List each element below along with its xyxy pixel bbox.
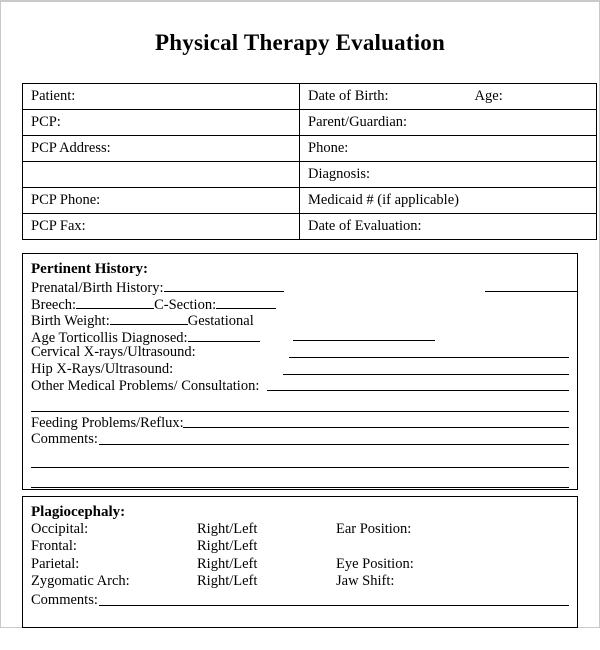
table-row — [23, 110, 597, 136]
birth-weight-input[interactable] — [110, 311, 188, 325]
field-hip-xrays — [31, 361, 569, 378]
breech-label: Breech: — [31, 296, 77, 313]
prenatal-birth-history-label: Prenatal/Birth History: — [31, 280, 164, 296]
table-row — [23, 162, 597, 188]
plagiocephaly-row-frontal — [31, 538, 569, 555]
frontal-label: Frontal: — [31, 538, 77, 555]
field-plagiocephaly-comments — [31, 591, 569, 609]
cell-phone: Phone: — [300, 136, 597, 162]
hip-xrays-label: Hip X-Rays/Ultrasound: — [31, 360, 174, 377]
plagiocephaly-comments-input[interactable] — [99, 605, 569, 606]
patient-info-table — [22, 83, 597, 240]
age-torticollis-input[interactable] — [188, 328, 260, 342]
plagiocephaly-heading: Plagiocephaly: — [31, 504, 126, 520]
field-prenatal-birth-history — [31, 278, 569, 295]
other-medical-problems-label: Other Medical Problems/ Consultation: — [31, 377, 260, 394]
prenatal-extra-input[interactable] — [485, 291, 577, 292]
prenatal-birth-history-input[interactable] — [164, 278, 284, 292]
field-birth-weight — [31, 311, 569, 328]
ear-position-label: Ear Position: — [336, 521, 412, 537]
dob-label: Date of Birth: — [308, 88, 389, 104]
age-torticollis-extra-input[interactable] — [293, 340, 435, 341]
page-title: Physical Therapy Evaluation — [155, 30, 445, 55]
table-row — [23, 84, 597, 110]
field-other-medical-problems — [31, 378, 569, 395]
cell-date-of-evaluation: Date of Evaluation: — [300, 214, 597, 240]
plagiocephaly-comments-line-2[interactable] — [31, 615, 569, 632]
history-comments-label: Comments: — [31, 431, 98, 448]
form-sheet — [22, 0, 578, 608]
cell-pcp-fax: PCP Fax: — [23, 214, 300, 240]
zygomatic-arch-side-option[interactable]: Right/Left — [197, 573, 258, 590]
other-medical-problems-input-line-2[interactable] — [31, 398, 569, 415]
plagiocephaly-row-occipital — [31, 521, 569, 538]
feeding-problems-input[interactable] — [183, 427, 569, 428]
table-row — [23, 136, 597, 162]
birth-weight-label: Birth Weight: — [31, 313, 110, 330]
pertinent-history-heading: Pertinent History: — [31, 261, 149, 277]
zygomatic-arch-label: Zygomatic Arch: — [31, 573, 130, 590]
csection-input[interactable] — [216, 295, 276, 309]
breech-input[interactable] — [76, 295, 154, 309]
cell-patient: Patient: — [23, 84, 300, 110]
eye-position-label: Eye Position: — [336, 555, 414, 572]
occipital-label: Occipital: — [31, 521, 89, 537]
plagiocephaly-row-parietal — [31, 556, 569, 573]
cervical-xrays-input[interactable] — [289, 357, 569, 358]
pertinent-history-section — [22, 253, 578, 490]
parietal-label: Parietal: — [31, 555, 80, 572]
gestational-label: Gestational — [187, 313, 254, 330]
cell-pcp-address: PCP Address: — [23, 136, 300, 162]
plagiocephaly-comments-label: Comments: — [31, 591, 98, 608]
feeding-problems-label: Feeding Problems/Reflux: — [31, 414, 184, 431]
cell-pcp-phone: PCP Phone: — [23, 188, 300, 214]
cervical-xrays-label: Cervical X-rays/Ultrasound: — [31, 344, 196, 361]
cell-blank — [23, 162, 300, 188]
cell-date-of-birth — [300, 84, 597, 110]
field-cervical-xrays — [31, 344, 569, 361]
cell-diagnosis: Diagnosis: — [300, 162, 597, 188]
cell-pcp: PCP: — [23, 110, 300, 136]
table-row — [23, 214, 597, 240]
jaw-shift-label: Jaw Shift: — [336, 573, 395, 590]
history-comments-line-3[interactable] — [31, 475, 569, 492]
history-comments-line-2[interactable] — [31, 454, 569, 471]
table-row — [23, 188, 597, 214]
field-history-comments — [31, 431, 569, 448]
field-age-torticollis — [31, 328, 569, 345]
csection-label: C-Section: — [154, 296, 217, 313]
field-breech-csection — [31, 295, 569, 312]
cell-medicaid: Medicaid # (if applicable) — [300, 188, 597, 214]
plagiocephaly-section — [22, 496, 578, 628]
hip-xrays-input[interactable] — [283, 374, 569, 375]
age-label: Age: — [474, 88, 503, 104]
cell-parent-guardian: Parent/Guardian: — [300, 110, 597, 136]
other-medical-problems-input[interactable] — [267, 390, 569, 391]
frontal-side-option[interactable]: Right/Left — [197, 538, 258, 555]
plagiocephaly-row-zygomatic-arch — [31, 573, 569, 590]
occipital-side-option[interactable]: Right/Left — [197, 521, 258, 537]
history-comments-input[interactable] — [99, 444, 569, 445]
field-feeding-problems — [31, 415, 569, 432]
parietal-side-option[interactable]: Right/Left — [197, 555, 258, 572]
age-torticollis-label: Age Torticollis Diagnosed: — [31, 329, 188, 346]
